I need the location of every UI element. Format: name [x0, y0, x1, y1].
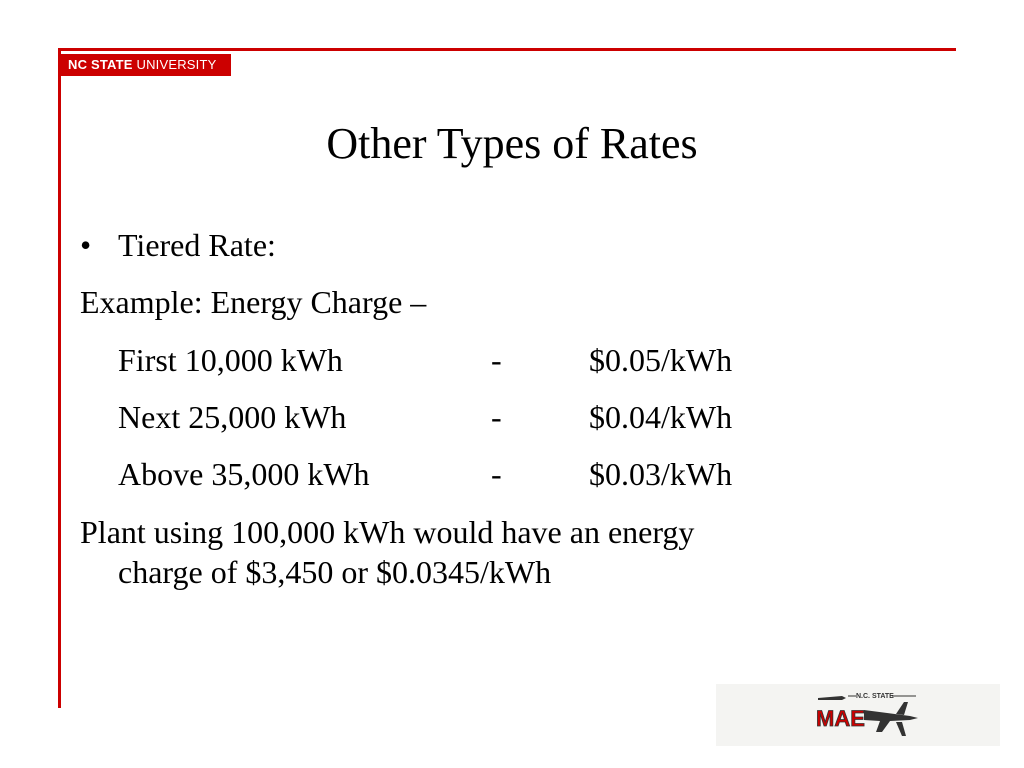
plant-line-2: charge of $3,450 or $0.0345/kWh — [118, 554, 552, 590]
plant-summary — [80, 512, 910, 592]
tier-label: Next 25,000 kWh — [118, 399, 347, 435]
plant-line-1: Plant using 100,000 kWh would have an energy — [80, 514, 695, 550]
tier-row — [118, 397, 732, 437]
tier-dash: - — [491, 399, 502, 435]
tier-rate: $0.03/kWh — [589, 456, 733, 492]
tier-dash: - — [491, 342, 502, 378]
tier-label: First 10,000 kWh — [118, 342, 343, 378]
bullet-text: Tiered Rate: — [118, 227, 276, 263]
tier-row — [118, 454, 732, 494]
tier-row — [118, 340, 732, 380]
slide-title: Other Types of Rates — [326, 119, 698, 168]
tier-rate: $0.05/kWh — [589, 342, 733, 378]
logo-nc-state-text: N.C. STATE — [856, 693, 894, 700]
logo-mae-text: MAE — [816, 706, 865, 731]
brand-light: UNIVERSITY — [136, 57, 217, 72]
tier-rate: $0.04/kWh — [589, 399, 733, 435]
bullet-tiered-rate — [80, 225, 276, 265]
mae-logo-area — [716, 684, 1000, 746]
nc-state-university-wordmark — [61, 54, 231, 76]
tier-label: Above 35,000 kWh — [118, 456, 370, 492]
mae-jet-logo — [812, 688, 922, 742]
example-line: Example: Energy Charge – — [80, 284, 427, 320]
brand-bold: NC STATE — [68, 57, 133, 72]
tier-dash: - — [491, 456, 502, 492]
top-red-rule — [58, 48, 956, 51]
bullet-icon: • — [80, 227, 92, 263]
